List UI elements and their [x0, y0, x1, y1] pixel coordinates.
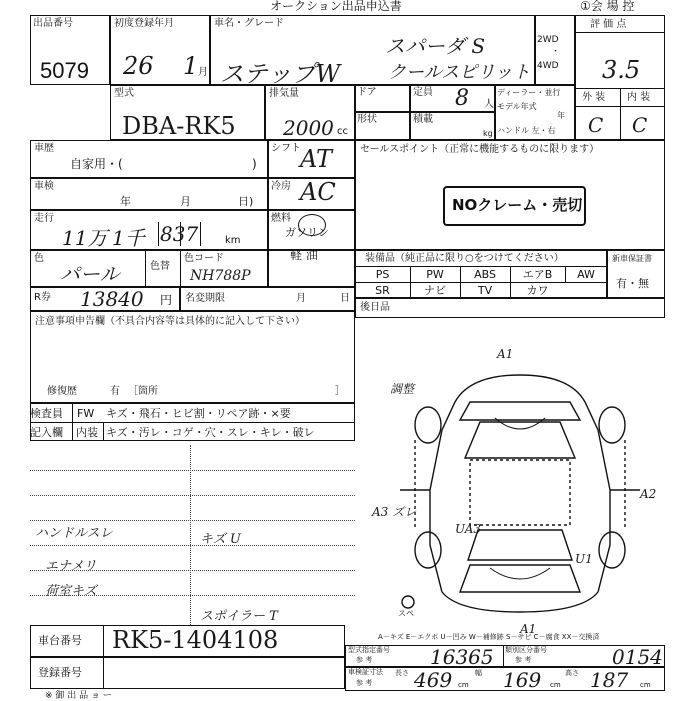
length-unit: cm [458, 681, 469, 689]
warranty-label: 新車保証書 [612, 254, 652, 263]
score-interior-label: 内 装 [627, 92, 651, 103]
mark-adjust: 調整 [390, 382, 415, 396]
writer-label: 記入欄 [30, 426, 63, 439]
fuel-diesel: 軽 油 [290, 248, 318, 262]
capacity-value: 8 [455, 86, 469, 111]
dimensions-label: 車検証寸法 [348, 668, 383, 676]
later-box [355, 298, 665, 318]
inspection-box [30, 178, 268, 210]
dealer-label: ディーラー・並行 [497, 88, 561, 97]
transfer-day: 日 [340, 293, 350, 304]
model-label: 型式 [114, 88, 134, 99]
score-label: 評 価 点 [590, 19, 627, 30]
category-value: 0154 [612, 645, 663, 669]
mark-right-u1: U1 [575, 552, 593, 566]
mark-bottom-a1: A1 [520, 622, 537, 636]
model-year-label: モデル年式 [497, 102, 537, 111]
mark-mid-ua3: UA3 [455, 522, 482, 536]
equipment-label: 装備品（純正品に限り○をつけてください） [365, 253, 564, 264]
first-reg-month-unit: 月 [198, 67, 208, 78]
type-designation-value: 16365 [430, 645, 494, 669]
car-name-label: 車名・グレード [214, 18, 284, 29]
repair-value: 有 [110, 386, 120, 397]
model-code: DBA-RK5 [122, 112, 236, 140]
color-change-label: 色替 [150, 261, 170, 272]
length-value: 469 [414, 668, 453, 692]
fuel-gasoline: ガソリン [285, 226, 329, 239]
fuel-extra-box [268, 250, 355, 287]
equip-abs: ABS [474, 268, 496, 281]
transfer-month: 月 [296, 293, 306, 304]
history-label: 車歴 [34, 143, 54, 154]
writer-items: キズ・汚レ・コゲ・穴・スレ・キレ・破レ [106, 426, 315, 439]
history-close: ) [252, 157, 257, 171]
drive-2wd: 2WD [537, 35, 559, 45]
equip-pw: PW [426, 268, 444, 281]
mileage-man: 11万 [62, 226, 108, 250]
later-label: 後日品 [360, 302, 390, 313]
note-scratch-u: キズ U [200, 532, 241, 547]
equip-ps: PS [375, 268, 390, 281]
width-value: 169 [503, 668, 542, 692]
inspector-fw: FW [77, 407, 95, 420]
inspection-day: 日) [238, 195, 254, 208]
equip-navi: ナビ [424, 284, 446, 297]
repair-label: 修復歴 [47, 386, 77, 397]
handle-label: ハンドル 左・右 [497, 126, 556, 135]
damage-legend: A－キズ E－エクボ U－凹み W－補修跡 S－サビ C－腐食 XX－交換済 [378, 633, 600, 641]
history-box [30, 140, 268, 178]
score-exterior-label: 外 装 [582, 92, 606, 103]
mark-left-a3: A3 ズレ [372, 505, 417, 519]
color-label: 色 [34, 253, 44, 264]
car-grade-1: スパーダ S [385, 34, 486, 58]
equip-tv: TV [477, 284, 493, 297]
mark-top-a1: A1 [497, 347, 514, 361]
lot-label: 出品番号 [33, 18, 73, 29]
recycle-value: 13840 [80, 287, 144, 311]
inspector-items: キズ・飛石・ヒビ割・リペア跡・×要 [106, 407, 291, 420]
mileage-unit: km [225, 235, 241, 246]
drive-4wd: 4WD [537, 61, 559, 71]
score-interior: C [632, 113, 648, 137]
equip-airbag: エアB [522, 268, 553, 281]
ac-label: 冷房 [271, 181, 291, 192]
recycle-label: R券 [34, 292, 51, 303]
height-unit: cm [640, 681, 651, 689]
model-year-unit: 年 [557, 111, 565, 120]
displacement-label: 排気量 [269, 88, 299, 99]
notes-label: 注意事項申告欄（不具合内容等は具体的に記入して下さい） [35, 316, 305, 327]
load-label: 積載 [413, 114, 433, 125]
chassis-number: RK5-1404108 [112, 626, 279, 654]
fuel-circle [298, 214, 326, 236]
category-label: 類別区分番号 [505, 646, 547, 654]
form-title: オークション出品申込書 [270, 0, 402, 13]
lot-number: 5079 [40, 58, 89, 83]
color-code: NH788P [190, 268, 251, 284]
note-enamel: エナメリ [45, 559, 97, 574]
fuel-label: 燃料 [271, 213, 291, 224]
drive-dot: ・ [551, 47, 561, 57]
score-value: 3.5 [602, 56, 641, 84]
equip-aw: AW [577, 268, 595, 281]
width-unit: cm [550, 681, 561, 689]
dimensions-sub: 参 考 [356, 679, 373, 687]
color-value: パール [60, 262, 120, 286]
inspection-year: 年 [120, 195, 131, 208]
history-value: 自家用・( [70, 157, 123, 171]
color-code-label: 色コード [184, 253, 224, 264]
type-designation-label: 型式指定番号 [348, 646, 390, 654]
repair-place: ［箇所 [128, 386, 158, 397]
displacement-value: 2000 [283, 116, 334, 140]
capacity-unit: 人 [484, 99, 494, 110]
mileage-rest: 837 [160, 222, 199, 246]
car-damage-diagram [360, 330, 670, 640]
note-cargo-scratch: 荷室キズ [45, 584, 97, 599]
equip-sr: SR [375, 284, 390, 297]
category-sub: 参 考 [515, 656, 532, 664]
height-value: 187 [590, 668, 629, 692]
height-label: 高さ [565, 669, 579, 677]
displacement-unit: cc [337, 126, 348, 137]
mark-right-a2: A2 [640, 487, 657, 501]
mileage-label: 走行 [34, 213, 54, 224]
shift-value: AT [300, 145, 333, 173]
venue-label: ①会 場 控 [580, 0, 635, 13]
inspection-label: 車検 [34, 181, 54, 192]
first-reg-year: 26 [123, 52, 154, 80]
transfer-label: 名変期限 [185, 293, 225, 304]
no-claim-text: NOクレーム・売切 [452, 196, 583, 214]
sales-point-label: セールスポイント（正常に機能するものに限ります） [360, 144, 600, 155]
car-grade-2: クールスピリット [388, 62, 531, 83]
repair-close: ］ [335, 386, 345, 397]
warranty-value: 有・無 [616, 277, 649, 290]
load-unit: kg [483, 129, 493, 138]
writer-inner: 内装 [76, 426, 98, 439]
shape-label: 形状 [357, 114, 377, 125]
car-name: ステップW [220, 60, 341, 88]
door-label: ドア [357, 87, 377, 98]
first-reg-label: 初度登録年月 [114, 18, 174, 29]
footer-partial: ※ 御 出 品 ョ ー [45, 691, 112, 701]
width-label: 幅 [475, 669, 482, 677]
length-label: 長さ [395, 669, 409, 677]
first-reg-month: 1 [183, 52, 199, 80]
inspection-month: 月 [180, 195, 191, 208]
mileage-sen: 1千 [112, 226, 145, 250]
mark-spoiler: スペ [398, 609, 414, 618]
shift-label: シフト [271, 143, 301, 154]
capacity-label: 定員 [413, 87, 433, 98]
equip-leather: カワ [526, 284, 549, 297]
chassis-label: 車台番号 [38, 634, 82, 647]
note-spoiler: スポイラー T [200, 609, 278, 624]
reg-no-label: 登録番号 [38, 666, 82, 679]
note-handle-wear: ハンドルスレ [35, 526, 113, 541]
inspector-label: 検査員 [30, 407, 63, 420]
recycle-unit: 円 [160, 293, 173, 307]
type-designation-sub: 参 考 [356, 656, 373, 664]
ac-value: AC [300, 178, 336, 206]
score-exterior: C [588, 113, 604, 137]
